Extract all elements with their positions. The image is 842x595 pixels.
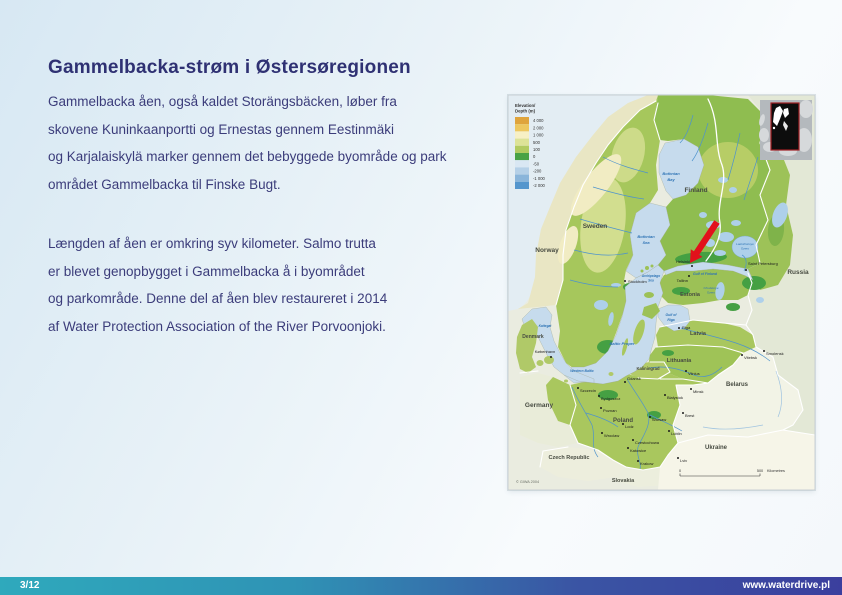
sea-label-baltic-proper: Baltic Proper	[609, 341, 635, 346]
legend-value: 4 000	[533, 118, 544, 124]
country-label-germany: Germany	[524, 402, 554, 409]
legend-swatch	[515, 182, 529, 189]
scale-start: 0	[678, 469, 682, 473]
city-dot-bydgoszcz	[598, 395, 600, 397]
city-dot-tallinn	[688, 275, 690, 277]
city-dot-kobenhavn	[550, 356, 552, 358]
legend-swatch	[515, 139, 529, 146]
city-dot-szczecin	[577, 387, 579, 389]
paragraph-line: Gammelbacka åen, også kaldet Storängsbäcken, løber fra	[48, 94, 397, 109]
city-label-warsaw: Warsaw	[652, 417, 667, 422]
sea-label-kattegat: Kattegat	[538, 324, 552, 328]
map-copyright: © GIWA 2004	[516, 480, 540, 484]
city-dot-vilnius	[685, 370, 687, 372]
legend-swatch	[515, 175, 529, 182]
sea-label-gulf-of-finland: Gulf of Finland	[693, 272, 717, 276]
sea-label-archipelago-sea-1: Archipelago	[641, 274, 661, 278]
lake-label-peipus-1: Chudskoye	[703, 286, 719, 290]
paragraph-line: af Water Protection Association of the River Porvoonjoki.	[48, 318, 386, 334]
legend-value: -1 000	[533, 175, 545, 181]
legend-swatch	[515, 117, 529, 124]
legend-swatch	[515, 146, 529, 153]
city-dot-brest	[682, 412, 684, 414]
city-dot-riga	[678, 327, 680, 329]
country-label-sweden: Sweden	[582, 223, 608, 230]
paragraph-line: og parkområde. Denne del af åen blev restaureret i 2014	[48, 291, 388, 306]
europe-inset-map	[758, 100, 813, 160]
country-label-norway: Norway	[535, 247, 559, 254]
legend-swatch	[515, 153, 529, 160]
country-label-russia: Russia	[787, 269, 809, 276]
sea-label-gulf-of-riga-1: Gulf of	[665, 313, 677, 317]
baltic-drainage-map	[508, 95, 815, 490]
legend-swatch	[515, 160, 529, 167]
scale-end: 500	[756, 469, 764, 473]
city-label-lviv: Lviv	[680, 458, 688, 463]
legend-title-2: Depth (m)	[515, 108, 536, 114]
city-label-wroclaw: Wroclaw	[604, 433, 620, 438]
website-link[interactable]: www.waterdrive.pl	[742, 580, 830, 591]
legend-swatch	[515, 167, 529, 174]
city-dot-katowice	[627, 447, 629, 449]
city-label-riga: Riga	[682, 325, 691, 330]
country-label-denmark: Denmark	[522, 334, 544, 340]
footer-bar	[0, 577, 842, 595]
city-dot-lublin	[668, 430, 670, 432]
legend-swatch	[515, 124, 529, 131]
country-label-slovakia: Slovakia	[611, 478, 635, 484]
city-dot-helsinki	[691, 265, 693, 267]
city-dot-saint-petersburg	[745, 269, 747, 271]
city-dot-bialystok	[664, 394, 666, 396]
legend-value: -2 000	[533, 183, 545, 188]
scale-unit: Kilometres	[767, 469, 785, 473]
legend-value: 2 000	[533, 125, 544, 131]
country-label-poland: Poland	[612, 418, 634, 424]
country-label-latvia: Latvia	[690, 331, 706, 337]
country-label-belarus: Belarus	[725, 382, 749, 388]
paragraph-line: er blevet genopbygget i Gammelbacka å i byområdet	[48, 263, 365, 279]
city-label-brest: Brest	[685, 413, 695, 418]
city-label-szczecin: Szczecin	[580, 388, 597, 393]
legend-value: 100	[533, 147, 540, 152]
legend-value: 500	[533, 139, 540, 145]
legend-value: 1 000	[533, 132, 544, 138]
city-dot-smolensk	[763, 350, 765, 352]
city-label-katowice: Katowice	[630, 448, 647, 453]
city-label-gdansk: Gdansk	[627, 376, 641, 381]
paragraph-line: området Gammelbacka til Finske Bugt.	[48, 176, 281, 192]
city-label-kobenhavn: København	[534, 349, 556, 354]
city-label-krakow: Krakow	[640, 461, 654, 466]
legend-title-1: Elevation/	[515, 103, 536, 108]
legend-value: -50	[533, 161, 540, 167]
lake-label-ladoga-1: Ladozhskoye	[736, 242, 754, 246]
city-dot-wroclaw	[601, 432, 603, 434]
country-label-finland: Finland	[684, 187, 708, 194]
city-dot-minsk	[690, 388, 692, 390]
city-label-stockholm: Stockholm	[628, 279, 647, 284]
sea-label-gulf-of-riga-2: Riga	[667, 318, 675, 322]
sea-label-archipelago-sea-2: Sea	[648, 278, 654, 283]
city-dot-czestochowa	[632, 439, 634, 441]
city-label-bydgoszcz: Bydgoszcz	[601, 396, 621, 401]
city-dot-lviv	[677, 457, 679, 459]
country-label-czech-republic: Czech Republic	[548, 455, 590, 461]
sea-label-bothnian-bay-1: Bothnian	[662, 171, 680, 176]
legend-swatch	[515, 131, 529, 138]
country-label-ukraine: Ukraine	[704, 445, 728, 451]
city-dot-poznan	[600, 407, 602, 409]
city-label-saint-petersburg: Saint Petersburg	[748, 261, 778, 266]
legend-value: 0	[533, 154, 536, 160]
city-label-vitebsk: Vitebsk	[744, 355, 758, 360]
city-label-poznan: Poznan	[603, 408, 617, 413]
city-dot-gdansk	[624, 381, 626, 383]
sea-label-bothnian-sea-2: Sea	[642, 240, 650, 245]
city-dot-krakow	[637, 460, 639, 462]
city-label-lodz: Lodz	[625, 424, 634, 429]
country-label-kaliningrad: Kaliningrad	[636, 366, 660, 371]
body-paragraph-2	[48, 230, 387, 340]
city-label-bialystok: Bialystok	[667, 395, 684, 400]
country-label-lithuania: Lithuania	[666, 358, 692, 364]
sea-label-bothnian-sea-1: Bothnian	[637, 234, 655, 239]
paragraph-line: og Karjalaiskylä marker gennem det bebyggede byområde og park	[48, 149, 447, 164]
paragraph-line: skovene Kuninkaanportti og Ernestas gennem Eestinmäki	[48, 121, 394, 137]
page-number: 3/12	[20, 580, 40, 591]
page-title: Gammelbacka-strøm i Østersøregionen	[48, 56, 411, 78]
city-dot-stockholm	[624, 280, 626, 282]
city-dot-warsaw	[649, 416, 651, 418]
sea-label-bothnian-bay-2: Bay	[667, 177, 675, 182]
country-label-estonia: Estonia	[680, 292, 700, 298]
city-label-lublin: Lublin	[671, 431, 682, 436]
city-label-czestochowa: Czestochowa	[635, 440, 660, 445]
city-label-tallinn: Tallinn	[676, 278, 688, 283]
paragraph-line: Længden af åen er omkring syv kilometer. Salmo trutta	[48, 236, 376, 251]
city-dot-vitebsk	[741, 354, 743, 356]
city-label-helsinki: Helsinki	[675, 259, 690, 264]
city-label-vilnius: Vilnius	[688, 371, 700, 376]
lake-label-ladoga-2: Ozero	[740, 246, 750, 251]
sea-label-western-baltic: Western Baltic	[570, 369, 594, 373]
city-label-minsk: Minsk	[693, 389, 704, 394]
baltic-map-svg	[508, 95, 815, 490]
legend-value: -200	[533, 168, 542, 174]
body-paragraph-1	[48, 88, 446, 198]
city-label-smolensk: Smolensk	[766, 351, 784, 356]
lake-label-peipus-2: Ozero	[706, 290, 716, 295]
